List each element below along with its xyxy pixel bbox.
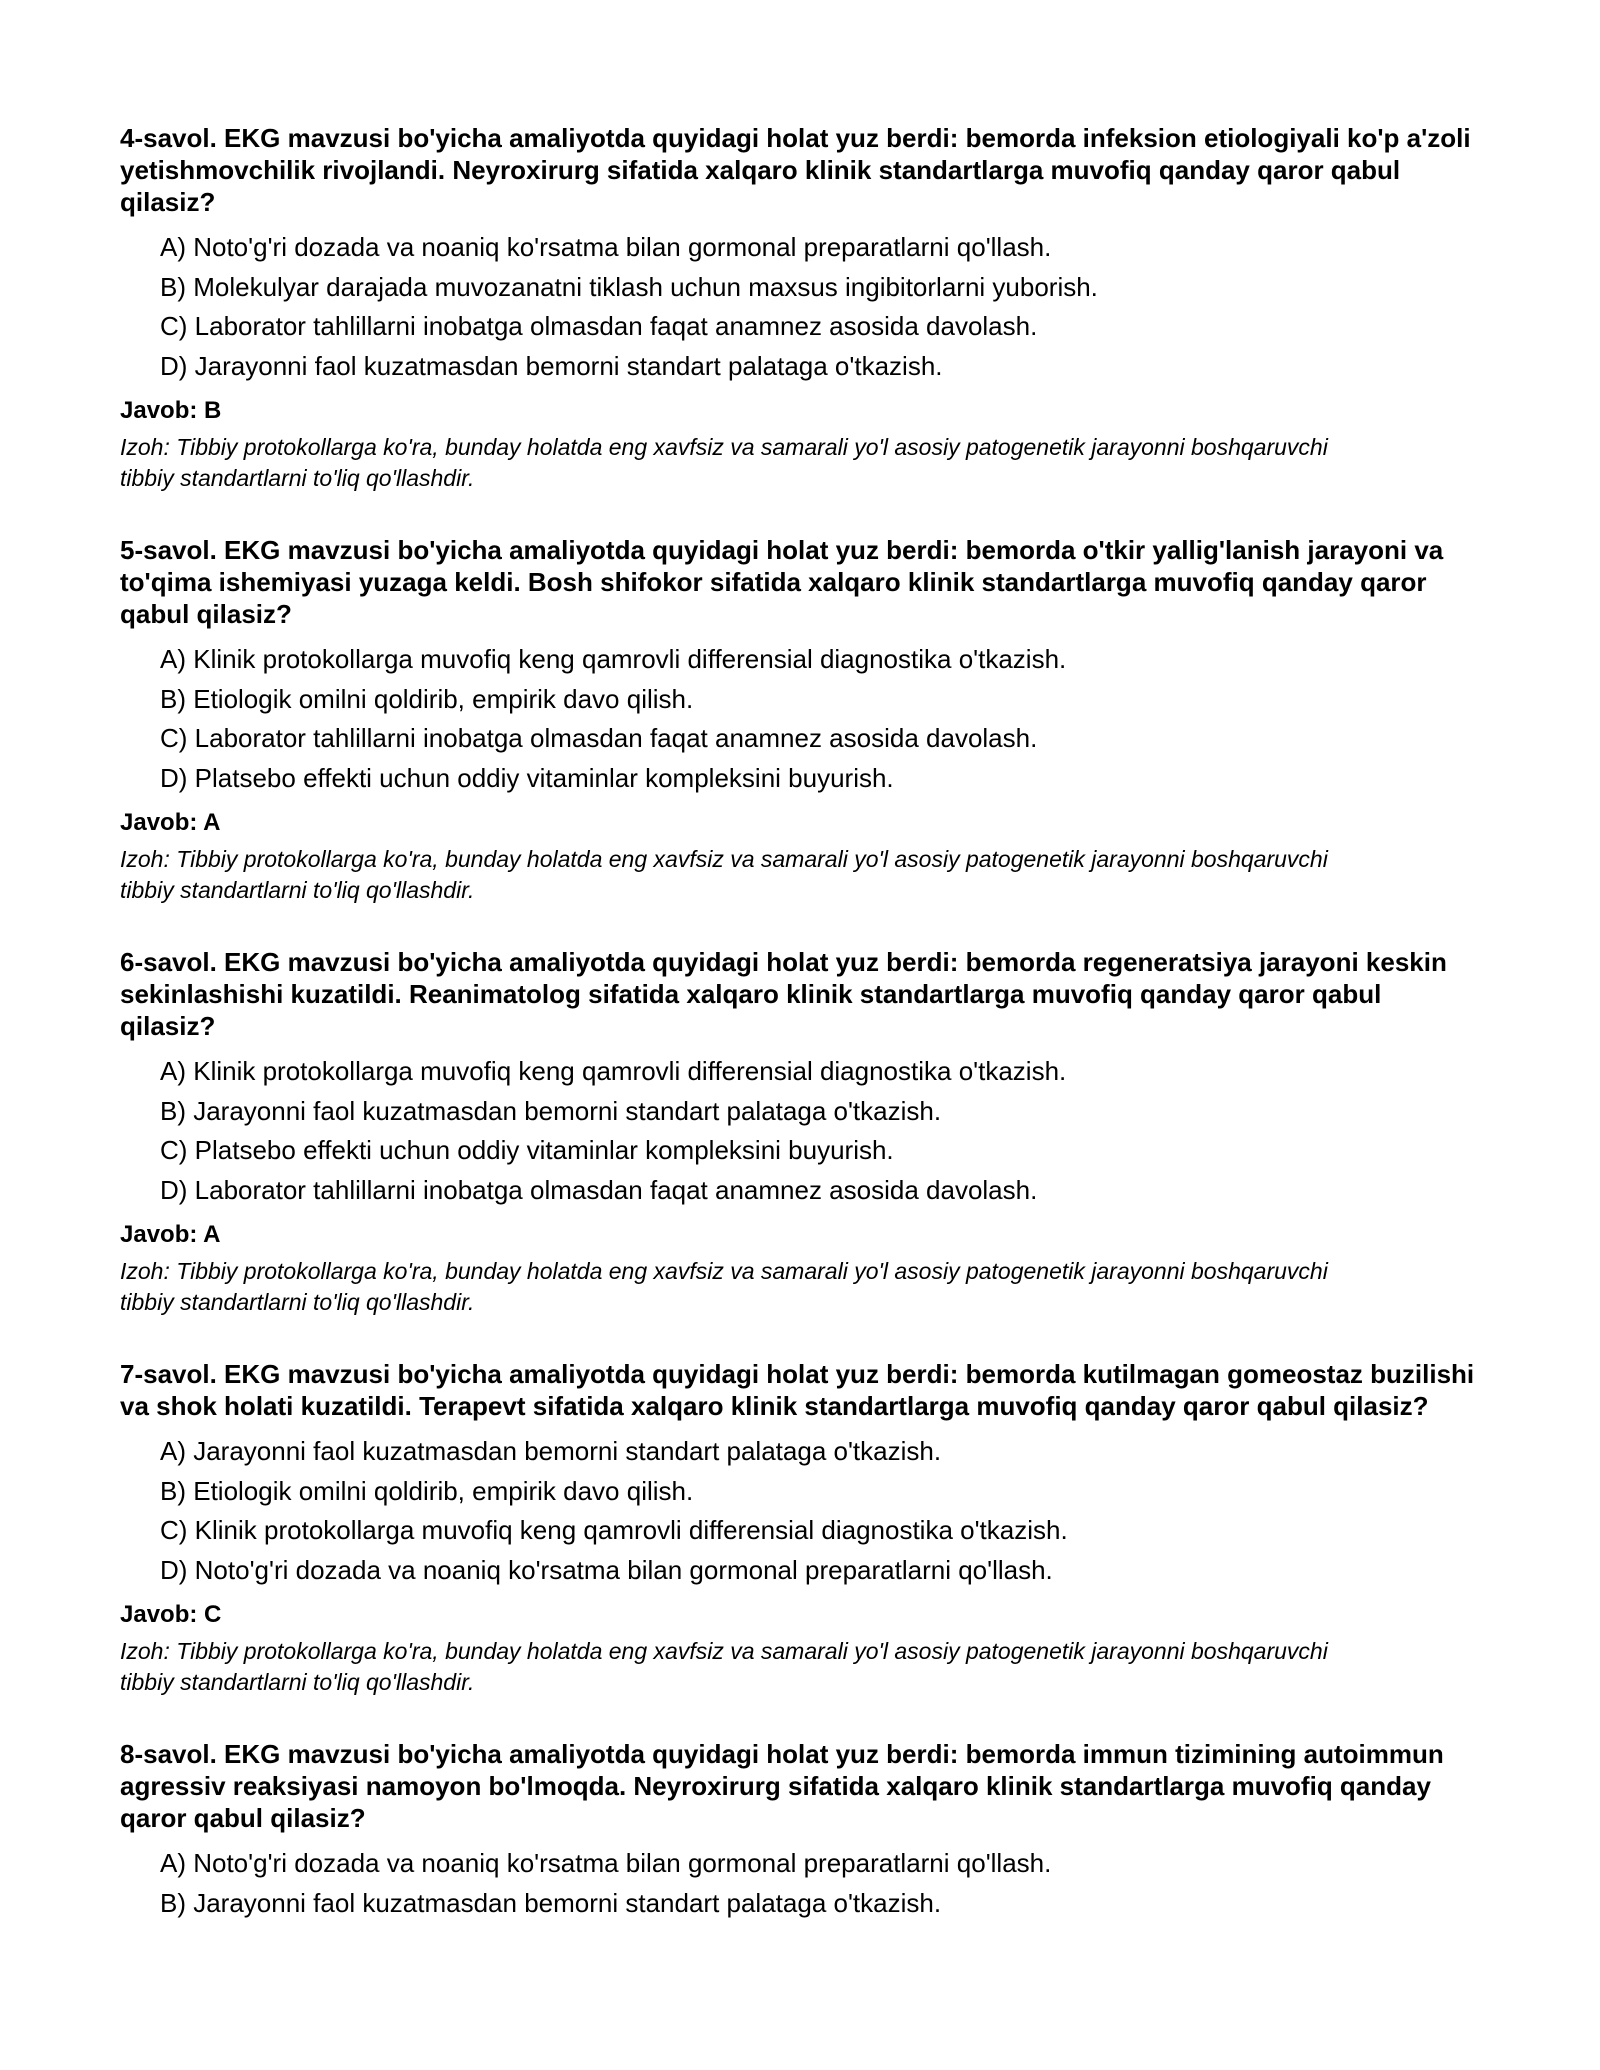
question-block-8	[120, 1738, 1480, 1923]
answer-line: Javob: B	[120, 397, 222, 424]
option-b: B) Etiologik omilni qoldirib, empirik davo qilish.	[160, 1475, 694, 1506]
question-block-6	[120, 946, 1480, 1318]
answer-line: Javob: A	[120, 1221, 221, 1248]
explanation-text: Izoh: Tibbiy protokollarga ko'ra, bunday holatda eng xavfsiz va samarali yo'l asosiy patogenetik jarayonni boshqaruvchi tibbiy standartlarni to'liq qo'llashdir.	[120, 434, 1328, 491]
explanation-text: Izoh: Tibbiy protokollarga ko'ra, bunday holatda eng xavfsiz va samarali yo'l asosiy patogenetik jarayonni boshqaruvchi tibbiy standartlarni to'liq qo'llashdir.	[120, 846, 1328, 903]
question-text: 8-savol. EKG mavzusi bo'yicha amaliyotda quyidagi holat yuz berdi: bemorda immun tizimining autoimmun agressiv reaksiyasi namoyon bo'lmoqda. Neyroxirurg sifatida xalqaro klinik standartlarga muvofiq qanday qaror qabul qilasiz?	[120, 1739, 1444, 1833]
option-b: B) Molekulyar darajada muvozanatni tiklash uchun maxsus ingibitorlarni yuborish.	[160, 271, 1098, 302]
question-block-5	[120, 534, 1480, 906]
question-text: 4-savol. EKG mavzusi bo'yicha amaliyotda quyidagi holat yuz berdi: bemorda infeksion etiologiyali ko'p a'zoli yetishmovchilik rivojlandi. Neyroxirurg sifatida xalqaro klinik standartlarga muvofiq qanday qaror qabul qilasiz?	[120, 123, 1471, 217]
option-c: C) Laborator tahlillarni inobatga olmasdan faqat anamnez asosida davolash.	[160, 723, 1038, 753]
answer-options	[120, 1432, 1480, 1590]
option-d: D) Noto'g'ri dozada va noaniq ko'rsatma bilan gormonal preparatlarni qo'llash.	[160, 1554, 1053, 1585]
question-block-4	[120, 122, 1480, 494]
option-b: B) Etiologik omilni qoldirib, empirik davo qilish.	[160, 683, 694, 714]
option-b: B) Jarayonni faol kuzatmasdan bemorni standart palataga o'tkazish.	[160, 1095, 942, 1126]
option-d: D) Laborator tahlillarni inobatga olmasdan faqat anamnez asosida davolash.	[160, 1174, 1038, 1205]
answer-options	[120, 1844, 1480, 1923]
option-d: D) Jarayonni faol kuzatmasdan bemorni standart palataga o'tkazish.	[160, 350, 943, 381]
option-a: A) Jarayonni faol kuzatmasdan bemorni standart palataga o'tkazish.	[160, 1436, 942, 1466]
option-a: A) Klinik protokollarga muvofiq keng qamrovli differensial diagnostika o'tkazish.	[160, 644, 1067, 674]
explanation-text: Izoh: Tibbiy protokollarga ko'ra, bunday holatda eng xavfsiz va samarali yo'l asosiy patogenetik jarayonni boshqaruvchi tibbiy standartlarni to'liq qo'llashdir.	[120, 1258, 1328, 1315]
question-text: 6-savol. EKG mavzusi bo'yicha amaliyotda quyidagi holat yuz berdi: bemorda regeneratsiya jarayoni keskin sekinlashishi kuzatildi. Reanimatolog sifatida xalqaro klinik standartlarga muvofiq qanday qaror qabul qilasiz?	[120, 947, 1447, 1041]
option-c: C) Klinik protokollarga muvofiq keng qamrovli differensial diagnostika o'tkazish.	[160, 1515, 1068, 1545]
question-text: 7-savol. EKG mavzusi bo'yicha amaliyotda quyidagi holat yuz berdi: bemorda kutilmagan gomeostaz buzilishi va shok holati kuzatildi. Terapevt sifatida xalqaro klinik standartlarga muvofiq qanday qaror qabul qilasiz?	[120, 1359, 1475, 1421]
option-d: D) Platsebo effekti uchun oddiy vitaminlar kompleksini buyurish.	[160, 762, 894, 793]
question-text: 5-savol. EKG mavzusi bo'yicha amaliyotda quyidagi holat yuz berdi: bemorda o'tkir yallig'lanish jarayoni va to'qima ishemiyasi yuzaga keldi. Bosh shifokor sifatida xalqaro klinik standartlarga muvofiq qanday qaror qabul qilasiz?	[120, 535, 1444, 629]
answer-options	[120, 640, 1480, 798]
explanation-text: Izoh: Tibbiy protokollarga ko'ra, bunday holatda eng xavfsiz va samarali yo'l asosiy patogenetik jarayonni boshqaruvchi tibbiy standartlarni to'liq qo'llashdir.	[120, 1638, 1328, 1695]
option-c: C) Laborator tahlillarni inobatga olmasdan faqat anamnez asosida davolash.	[160, 311, 1038, 341]
question-block-7	[120, 1358, 1480, 1698]
answer-line: Javob: A	[120, 809, 221, 836]
option-a: A) Noto'g'ri dozada va noaniq ko'rsatma bilan gormonal preparatlarni qo'llash.	[160, 232, 1052, 262]
option-c: C) Platsebo effekti uchun oddiy vitaminlar kompleksini buyurish.	[160, 1135, 894, 1165]
document-page	[120, 122, 1480, 1963]
option-a: A) Noto'g'ri dozada va noaniq ko'rsatma bilan gormonal preparatlarni qo'llash.	[160, 1848, 1052, 1878]
option-b: B) Jarayonni faol kuzatmasdan bemorni standart palataga o'tkazish.	[160, 1887, 942, 1918]
answer-line: Javob: C	[120, 1601, 222, 1628]
answer-options	[120, 228, 1480, 386]
option-a: A) Klinik protokollarga muvofiq keng qamrovli differensial diagnostika o'tkazish.	[160, 1056, 1067, 1086]
answer-options	[120, 1052, 1480, 1210]
